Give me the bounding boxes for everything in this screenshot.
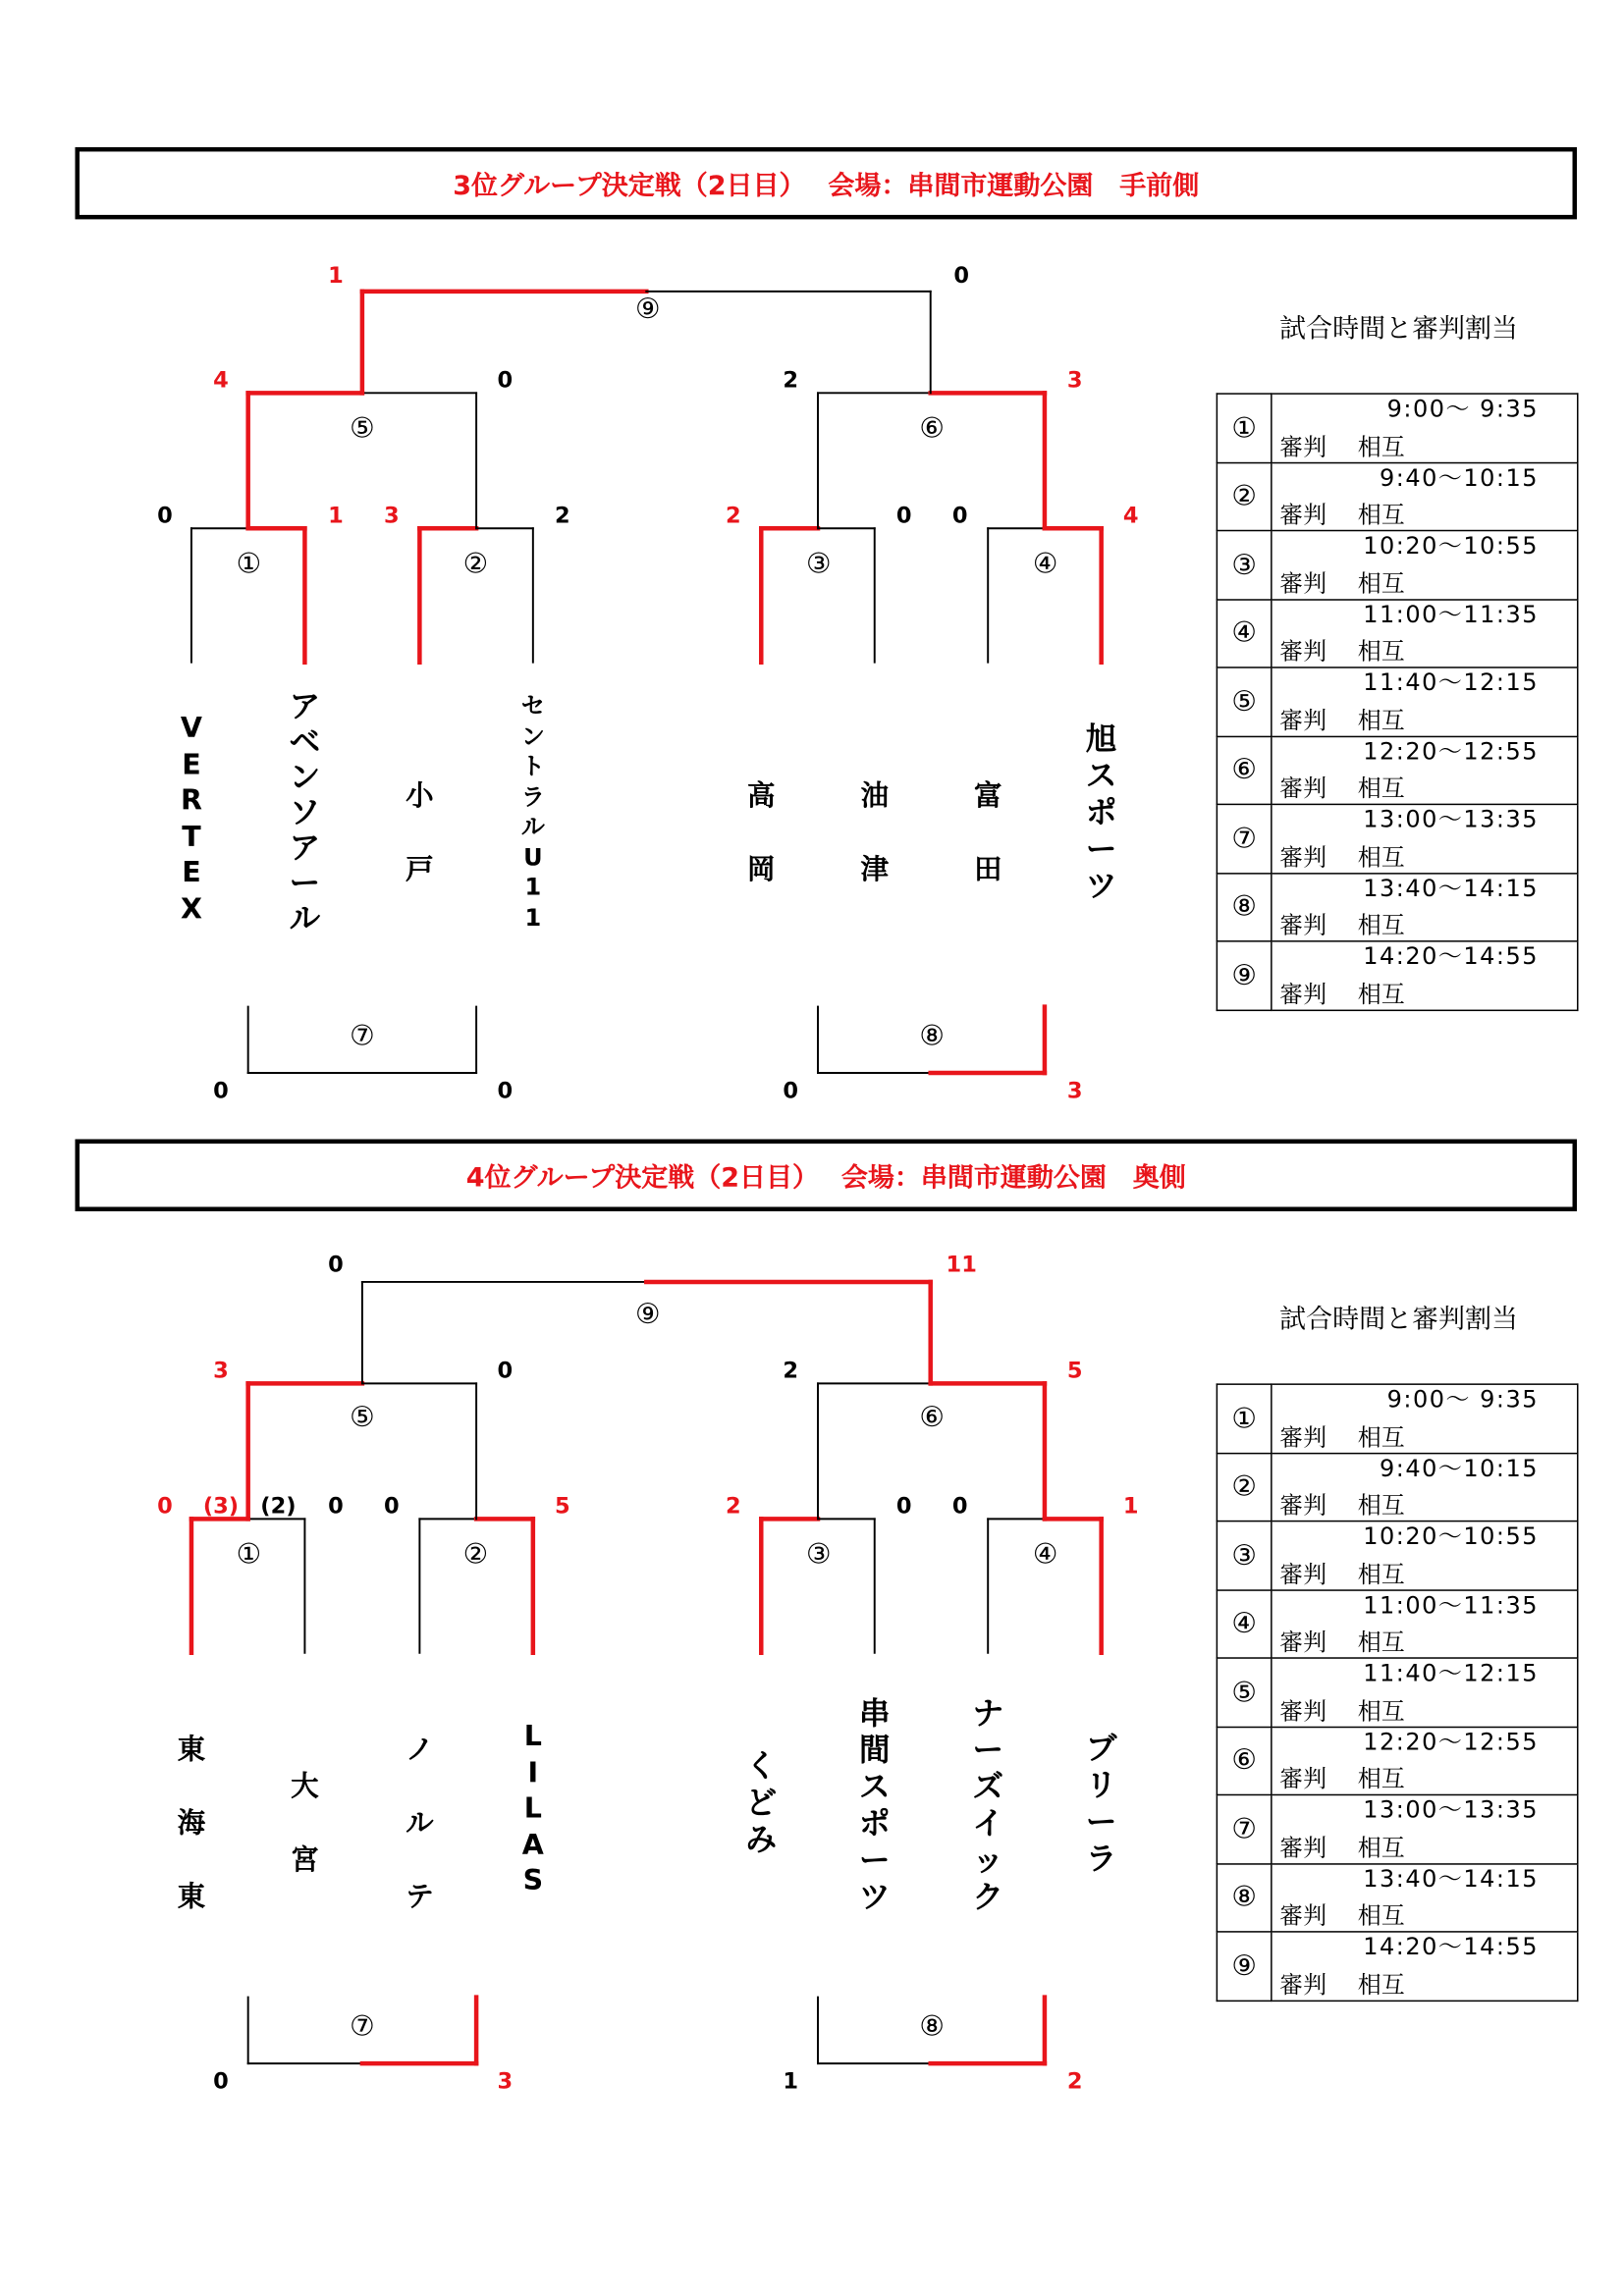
match-label-6: ⑥ <box>919 1401 945 1434</box>
schedule-time: 10:20～10:55 <box>1363 531 1540 560</box>
schedule-time: 11:40～12:15 <box>1363 1658 1540 1687</box>
match-label-7: ⑦ <box>350 1020 375 1053</box>
schedule-time: 13:40～14:15 <box>1363 1863 1540 1893</box>
schedule-referee: 審判 相互 <box>1279 432 1405 460</box>
schedule-row <box>1217 1932 1577 2001</box>
schedule-referee: 審判 相互 <box>1279 500 1405 529</box>
schedule-time: 13:40～14:15 <box>1363 873 1540 902</box>
schedule-time: 12:20～12:55 <box>1363 736 1540 765</box>
section2-title: 4位グループ決定戦（2日目） 会場：串間市運動公園 奥側 <box>75 1140 1577 1211</box>
schedule-time: 11:00～11:35 <box>1363 599 1540 628</box>
score: 3 <box>213 1357 229 1384</box>
score: 2 <box>783 366 799 394</box>
team-name-lilas: L I L A S <box>521 1720 544 1897</box>
score: 2 <box>725 502 741 529</box>
schedule-cell <box>1272 1384 1578 1453</box>
schedule-time: 11:40～12:15 <box>1363 667 1540 697</box>
score: 4 <box>1122 502 1139 529</box>
score: 0 <box>951 1492 968 1520</box>
score: 3 <box>384 502 400 529</box>
schedule-time: 9:40～10:15 <box>1380 1453 1540 1482</box>
schedule-match-number: ⑥ <box>1217 1727 1271 1795</box>
schedule-match-number: ① <box>1217 1384 1271 1453</box>
match-label-9: ⑨ <box>635 1298 661 1331</box>
score: 0 <box>895 1492 912 1520</box>
schedule-row <box>1217 1384 1577 1453</box>
schedule-title: 試合時間と審判割当 <box>1279 313 1519 345</box>
match-label-1: ① <box>236 1537 262 1571</box>
schedule-referee: 審判 相互 <box>1279 637 1405 666</box>
team-name-kushima-sports: 串 間 ス ポ ー ツ <box>858 1695 891 1915</box>
schedule-match-number: ② <box>1217 462 1271 531</box>
schedule-time: 9:00～ 9:35 <box>1386 394 1540 423</box>
schedule-match-number: ④ <box>1217 1589 1271 1658</box>
schedule-match-number: ③ <box>1217 531 1271 600</box>
team-name-central-u11: セ ン ト ラ ル U 1 1 <box>520 691 545 932</box>
score: 3 <box>1066 1077 1083 1104</box>
score: 5 <box>1066 1357 1083 1384</box>
schedule-referee: 審判 相互 <box>1279 774 1405 803</box>
schedule-row <box>1217 1863 1577 1932</box>
team-name-narzwick: ナ ー ズ イ ッ ク <box>972 1695 1003 1915</box>
score: 0 <box>213 1077 229 1104</box>
schedule-cell <box>1272 1794 1578 1863</box>
match-label-3: ③ <box>805 547 832 580</box>
schedule-title: 試合時間と審判割当 <box>1279 1304 1519 1335</box>
schedule-time: 14:20～14:55 <box>1363 1932 1540 1961</box>
match-label-2: ② <box>462 1537 489 1571</box>
schedule-match-number: ⑤ <box>1217 667 1271 736</box>
schedule-cell <box>1272 1727 1578 1795</box>
score: 2 <box>725 1492 741 1520</box>
team-name-tomita: 富 田 <box>973 779 1002 886</box>
schedule-referee: 審判 相互 <box>1279 1969 1405 1999</box>
schedule-referee: 審判 相互 <box>1279 979 1405 1008</box>
schedule-match-number: ⑦ <box>1217 1794 1271 1863</box>
score: 4 <box>213 366 229 394</box>
schedule-cell <box>1272 1453 1578 1522</box>
schedule-referee: 審判 相互 <box>1279 1490 1405 1520</box>
match-label-5: ⑤ <box>350 411 375 445</box>
match-label-6: ⑥ <box>919 411 945 445</box>
score: 0 <box>213 2067 229 2095</box>
match-label-3: ③ <box>805 1537 832 1571</box>
team-name-kudomi: く ど み <box>745 1748 778 1858</box>
team-name-asahi-sports: 旭 ス ポ ー ツ <box>1085 721 1117 904</box>
schedule-time: 13:00～13:35 <box>1363 1795 1540 1824</box>
score: 5 <box>555 1492 570 1520</box>
schedule-match-number: ⑧ <box>1217 873 1271 941</box>
match-label-9: ⑨ <box>635 293 661 326</box>
schedule-row <box>1217 1522 1577 1590</box>
schedule-cell <box>1272 1863 1578 1932</box>
schedule-referee: 審判 相互 <box>1279 842 1405 871</box>
score: 0 <box>497 1077 514 1104</box>
score: 2 <box>1066 2067 1083 2095</box>
score: 1 <box>1122 1492 1139 1520</box>
schedule-time: 12:20～12:55 <box>1363 1727 1540 1755</box>
score: 2 <box>783 1357 799 1384</box>
score: 0 <box>895 502 912 529</box>
schedule-row <box>1217 1658 1577 1727</box>
team-name-avensoaru: ア ベ ン ソ ア ー ル <box>289 688 321 936</box>
match-label-8: ⑧ <box>919 1020 945 1053</box>
team-name-aburatsu: 油 津 <box>860 779 889 886</box>
schedule-referee: 審判 相互 <box>1279 1628 1405 1656</box>
score: 3 <box>1066 366 1083 394</box>
schedule-match-number: ④ <box>1217 599 1271 667</box>
schedule-time: 11:00～11:35 <box>1363 1590 1540 1619</box>
schedule-time: 9:00～ 9:35 <box>1386 1384 1540 1414</box>
schedule-row <box>1217 1453 1577 1522</box>
schedule-referee: 審判 相互 <box>1279 1833 1405 1861</box>
score: 0 <box>157 1492 173 1520</box>
match-label-2: ② <box>462 547 489 580</box>
schedule-match-number: ③ <box>1217 1522 1271 1590</box>
team-name-omiya: 大 宮 <box>291 1770 319 1877</box>
schedule-referee: 審判 相互 <box>1279 1559 1405 1588</box>
match-label-7: ⑦ <box>350 2010 375 2044</box>
score: 3 <box>497 2067 514 2095</box>
score: 0 <box>953 261 970 289</box>
score: 0 <box>157 502 173 529</box>
team-name-vertex: V E R T E X <box>180 712 202 926</box>
match-label-8: ⑧ <box>919 2010 945 2044</box>
schedule-referee: 審判 相互 <box>1279 1901 1405 1930</box>
schedule-referee: 審判 相互 <box>1279 1696 1405 1725</box>
schedule-referee: 審判 相互 <box>1279 705 1405 734</box>
team-name-takaoka: 高 岡 <box>747 779 776 886</box>
section1-title: 3位グループ決定戦（2日目） 会場：串間市運動公園 手前側 <box>75 147 1577 219</box>
schedule-match-number: ① <box>1217 394 1271 462</box>
schedule-cell <box>1272 1932 1578 2001</box>
schedule-match-number: ⑦ <box>1217 804 1271 873</box>
score: 0 <box>328 1251 344 1278</box>
team-name-kodo: 小 戸 <box>406 779 434 886</box>
schedule-cell <box>1272 1658 1578 1727</box>
score: 0 <box>497 366 514 394</box>
schedule-row <box>1217 1794 1577 1863</box>
schedule-cell <box>1272 1589 1578 1658</box>
score: 11 <box>946 1251 977 1278</box>
schedule-match-number: ⑧ <box>1217 1863 1271 1932</box>
schedule-referee: 審判 相互 <box>1279 568 1405 597</box>
schedule-match-number: ⑨ <box>1217 941 1271 1010</box>
score: 0 <box>783 1077 799 1104</box>
score: 1 <box>328 502 344 529</box>
schedule-match-number: ② <box>1217 1453 1271 1522</box>
schedule-match-number: ⑥ <box>1217 736 1271 805</box>
schedule-match-number: ⑨ <box>1217 1932 1271 2001</box>
score: 1 <box>783 2067 799 2095</box>
score: 2 <box>555 502 570 529</box>
team-name-tokaito: 東 海 東 <box>177 1734 206 1914</box>
schedule-time: 10:20～10:55 <box>1363 1522 1540 1550</box>
schedule-referee: 審判 相互 <box>1279 911 1405 939</box>
schedule-cell <box>1272 1522 1578 1590</box>
score: 0 <box>328 1492 344 1520</box>
schedule-row <box>1217 1589 1577 1658</box>
pk-score: (3) <box>202 1492 240 1520</box>
score: 0 <box>384 1492 400 1520</box>
schedule-referee: 審判 相互 <box>1279 1422 1405 1451</box>
match-label-4: ④ <box>1032 1537 1058 1571</box>
schedule-match-number: ⑤ <box>1217 1658 1271 1727</box>
match-label-4: ④ <box>1032 547 1058 580</box>
team-name-norte: ノ ル テ <box>406 1734 434 1914</box>
pk-score: (2) <box>260 1492 297 1520</box>
score: 0 <box>951 502 968 529</box>
schedule-row <box>1217 1727 1577 1795</box>
schedule-time: 13:00～13:35 <box>1363 805 1540 833</box>
schedule-table <box>1217 1383 1579 2001</box>
schedule-time: 9:40～10:15 <box>1380 462 1540 492</box>
score: 1 <box>328 261 344 289</box>
score: 0 <box>497 1357 514 1384</box>
match-label-5: ⑤ <box>350 1401 375 1434</box>
schedule-referee: 審判 相互 <box>1279 1764 1405 1793</box>
team-name-brilla: ブ リ ー ラ <box>1085 1731 1117 1877</box>
match-label-1: ① <box>236 547 262 580</box>
schedule-time: 14:20～14:55 <box>1363 941 1540 971</box>
